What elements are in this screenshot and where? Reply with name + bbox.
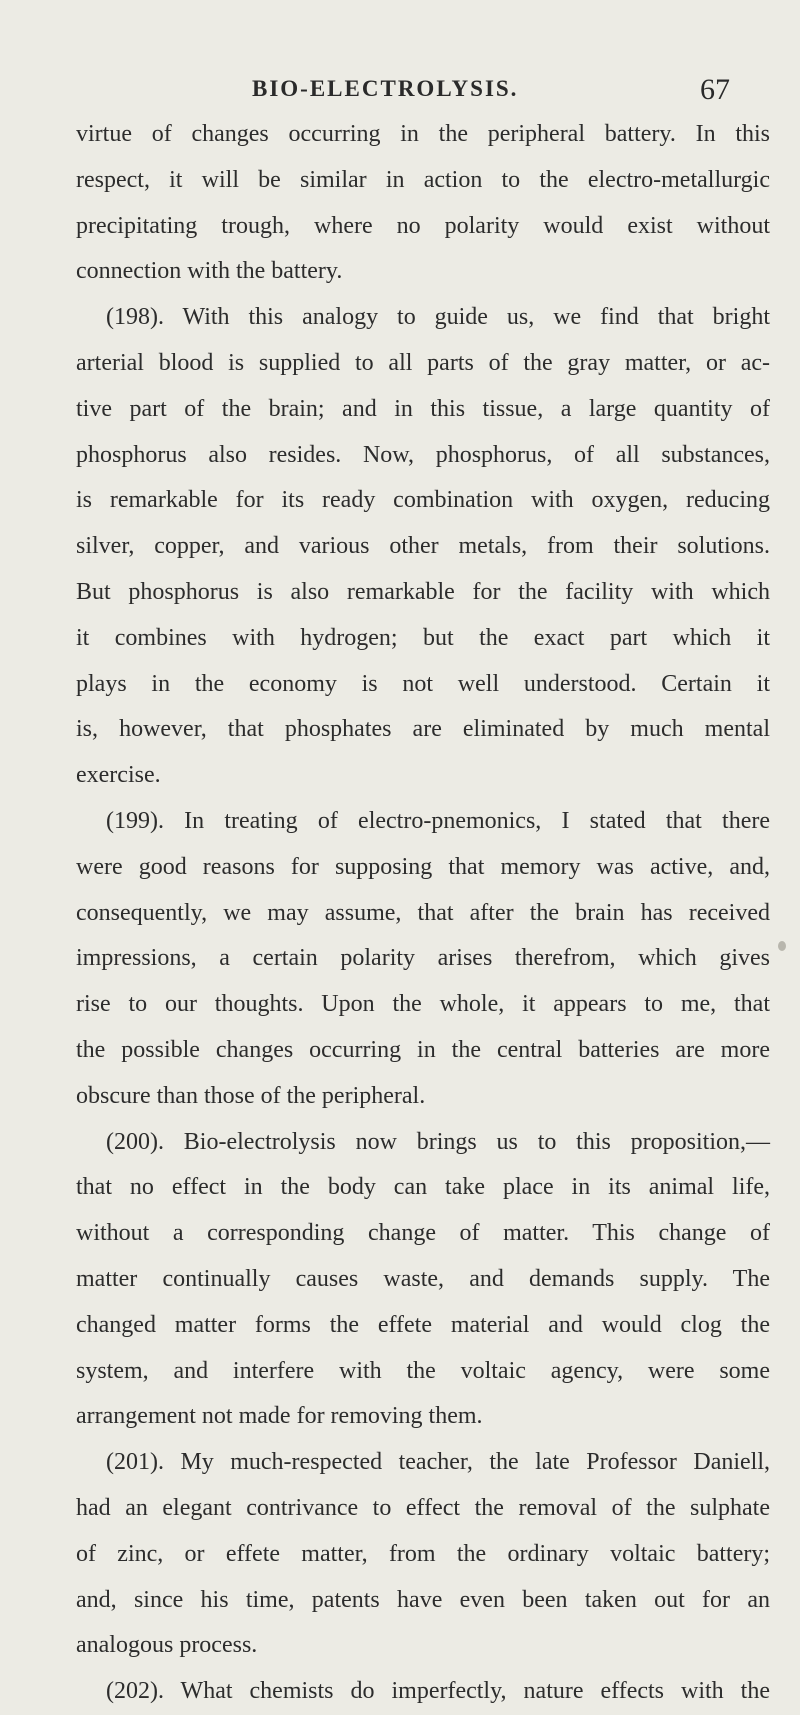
paragraph-200-start: (200). Bio-electrolysis now brings us to this proposition,— [106,1128,770,1155]
paragraph-199-start: (199). In treating of electro-pnemonics, I stated that there [106,807,770,834]
text-line: arrangement not made for removing them. [76,1403,483,1430]
text-line: silver, copper, and various other metals, from their solutions. [76,533,770,560]
text-line: is remarkable for its ready combination with oxygen, reducing [76,487,770,514]
text-line: obscure than those of the peripheral. [76,1082,426,1109]
paragraph-198-start: (198). With this analogy to guide us, we find that bright [106,304,770,331]
text-line: changed matter forms the effete material and would clog the [76,1311,770,1338]
running-title: BIO-ELECTROLYSIS. [252,76,519,101]
text-line: and, since his time, patents have even been taken out for an [76,1586,770,1613]
text-line: without a corresponding change of matter. This change of [76,1220,770,1247]
text-line: plays in the economy is not well understood. Certain it [76,670,770,697]
text-line: precipitating trough, where no polarity would exist without [76,212,770,239]
text-line: But phosphorus is also remarkable for the facility with which [76,578,770,605]
text-line: it combines with hydrogen; but the exact part which it [76,624,770,651]
page-number: 67 [700,73,730,106]
text-line: system, and interfere with the voltaic agency, were some [76,1357,770,1384]
text-line: respect, it will be similar in action to the electro-metallurgic [76,166,770,193]
text-line: tive part of the brain; and in this tissue, a large quantity of [76,395,770,422]
text-line: connection with the battery. [76,258,343,285]
text-line: rise to our thoughts. Upon the whole, it appears to me, that [76,991,770,1018]
text-line: matter continually causes waste, and demands supply. The [76,1265,770,1292]
text-line: were good reasons for supposing that memory was active, and, [76,853,770,880]
text-line: consequently, we may assume, that after the brain has received [76,899,770,926]
text-line: the possible changes occurring in the central batteries are more [76,1036,770,1063]
text-line: analogous process. [76,1632,258,1659]
paragraph-202-start: (202). What chemists do imperfectly, nature effects with the [106,1678,770,1705]
body-text [76,112,770,1715]
text-line: exercise. [76,762,161,789]
text-line: had an elegant contrivance to effect the removal of the sulphate [76,1494,770,1521]
text-line: of zinc, or effete matter, from the ordinary voltaic battery; [76,1540,770,1567]
text-line: phosphorus also resides. Now, phosphorus, of all substances, [76,441,770,468]
text-line: arterial blood is supplied to all parts of the gray matter, or ac- [76,349,770,376]
text-line: is, however, that phosphates are eliminated by much mental [76,716,770,743]
text-line: that no effect in the body can take place in its animal life, [76,1174,770,1201]
running-head [0,73,800,116]
paragraph-201-start: (201). My much-respected teacher, the late Professor Daniell, [106,1449,770,1476]
paper-speck [778,941,786,951]
text-line: impressions, a certain polarity arises therefrom, which gives [76,945,770,972]
text-line: virtue of changes occurring in the peripheral battery. In this [76,121,770,147]
